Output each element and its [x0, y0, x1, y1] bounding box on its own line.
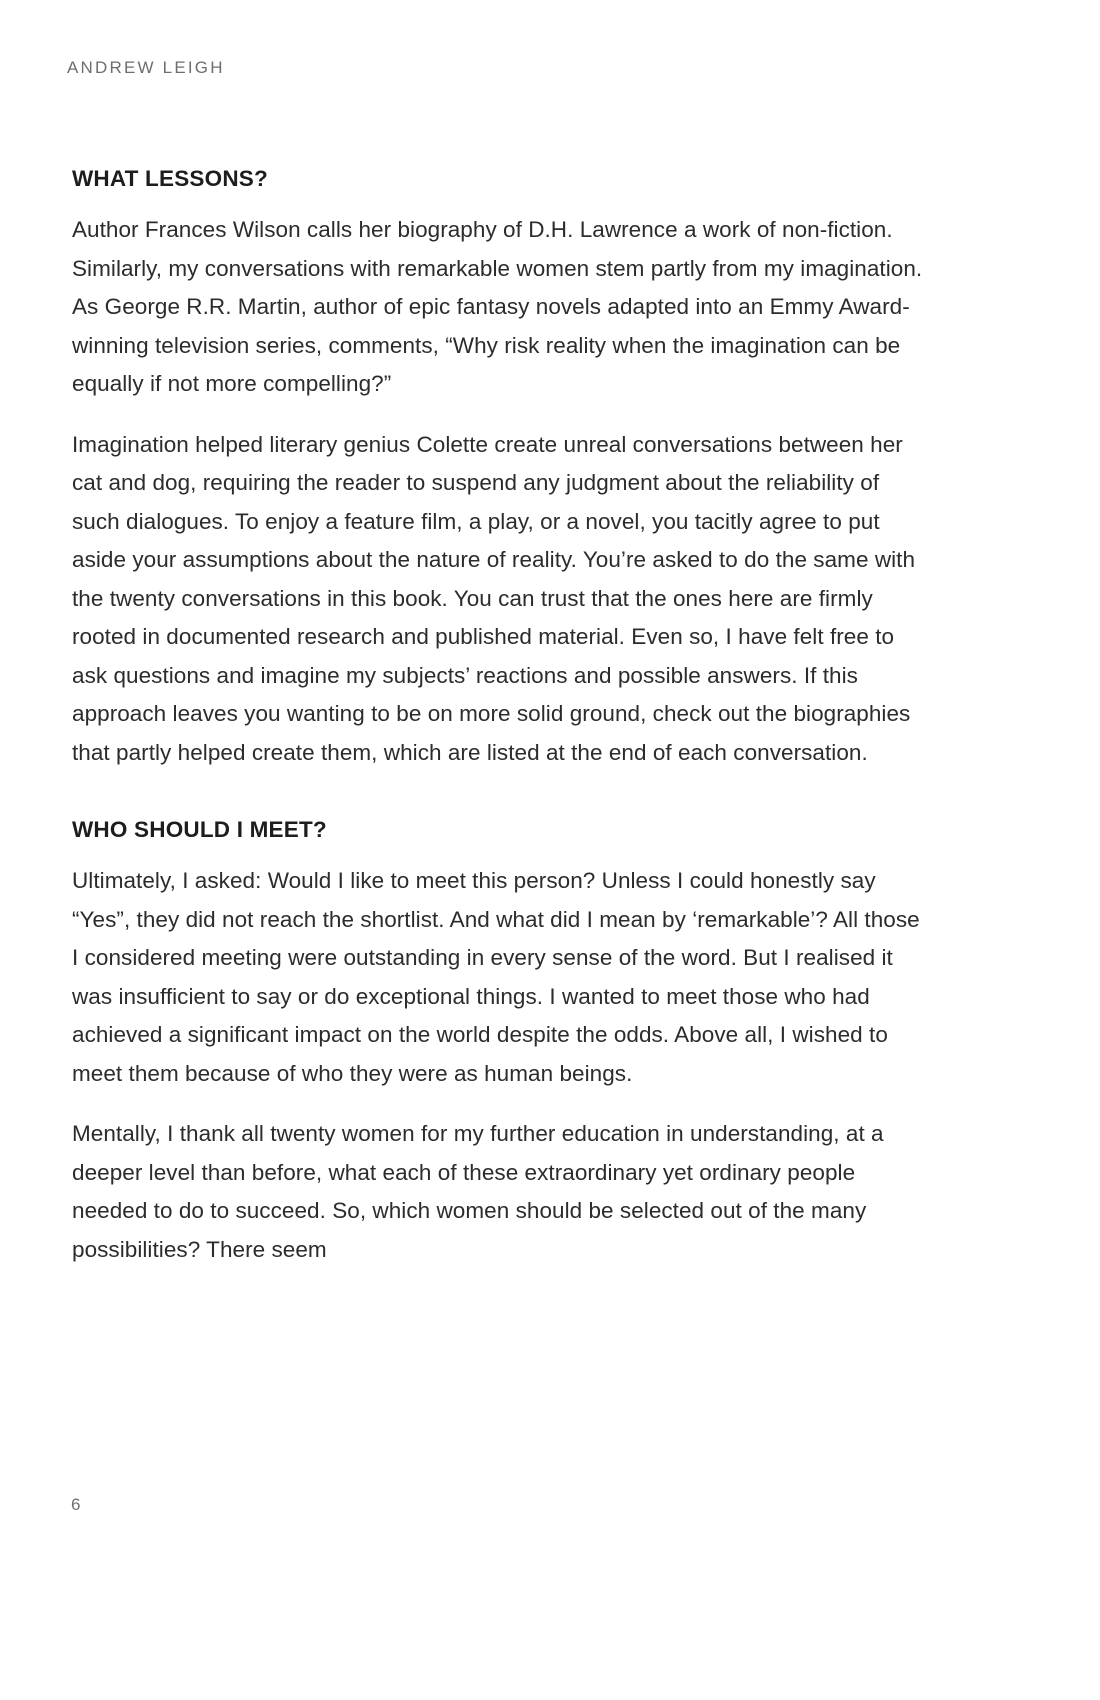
paragraph-what-lessons-1: Author Frances Wilson calls her biography of D.H. Lawrence a work of non-fiction. Similarly, my conversations with remarkable women stem partly from my imagination. As George R.R. Martin, author of epic fantasy novels adapted into an Emmy Award-winning television series, comments, “Why risk reality when the imagination can be equally if not more compelling?”: [72, 217, 923, 397]
page-number: 6: [71, 1495, 81, 1514]
paragraph-who-should-i-meet-2: Mentally, I thank all twenty women for my further education in understanding, at a deeper level than before, what each of these extraordinary yet ordinary people needed to do to succeed. So, which women should be selected out of the many possibilities? There seem: [72, 1121, 884, 1262]
section-heading-who-should-i-meet: WHO SHOULD I MEET?: [72, 817, 327, 843]
section-heading-what-lessons: WHAT LESSONS?: [72, 166, 268, 191]
page-content: [72, 165, 932, 1269]
paragraph-what-lessons-2: Imagination helped literary genius Colette create unreal conversations between her cat and dog, requiring the reader to suspend any judgment about the reliability of such dialogues. To enjoy a feature film, a play, or a novel, you tacitly agree to put aside your assumptions about the nature of reality. You’re asked to do the same with the twenty conversations in this book. You can trust that the ones here are firmly rooted in documented research and published material. Even so, I have felt free to ask questions and imagine my subjects’ reactions and possible answers. If this approach leaves you wanting to be on more solid ground, check out the biographies that partly helped create them, which are listed at the end of each conversation.: [72, 431, 916, 765]
paragraph-who-should-i-meet-1: Ultimately, I asked: Would I like to meet this person? Unless I could honestly say “Yes”, they did not reach the shortlist. And what did I mean by ‘remarkable’? All those I considered meeting were outstanding in every sense of the word. But I realised it was insufficient to say or do exceptional things. I wanted to meet those who had achieved a significant impact on the world despite the odds. Above all, I wished to meet them because of who they were as human beings.: [72, 868, 920, 1086]
running-header-author: ANDREW LEIGH: [67, 58, 225, 77]
